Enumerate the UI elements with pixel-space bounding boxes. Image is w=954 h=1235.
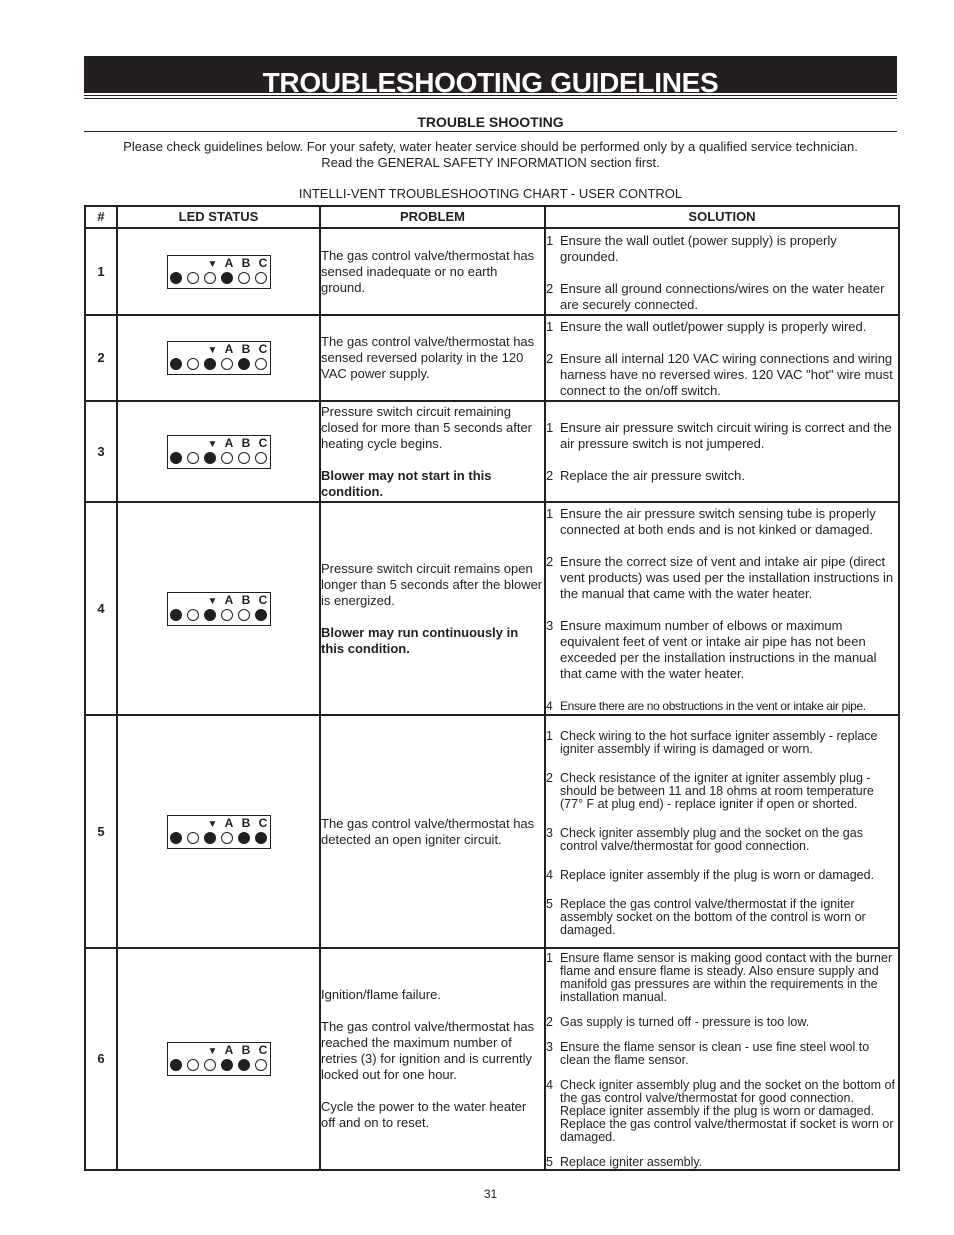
- solution-text: Ensure the flame sensor is clean - use fine steel wool to clean the flame sensor.: [560, 1040, 870, 1067]
- led-status-cell: [117, 502, 320, 715]
- solution-text: Ensure the correct size of vent and intake air pipe (direct vent products) was used per the installation instructions in the manual that came with the water heater.: [560, 553, 894, 601]
- problem-text: The gas control valve/thermostat has detected an open igniter circuit.: [321, 815, 535, 847]
- led-status-cell: [117, 948, 320, 1170]
- led-on: [204, 452, 216, 464]
- solution-text: Replace the air pressure switch.: [560, 467, 745, 483]
- led-label-b: B: [241, 815, 251, 830]
- problem-text: Ignition/flame failure.: [321, 987, 441, 1002]
- led-off: [187, 452, 199, 464]
- title-rule: [84, 98, 897, 99]
- solution-text: Replace igniter assembly.: [560, 1155, 703, 1169]
- solution-text: Ensure air pressure switch circuit wiring is correct and the air pressure switch is not jumpered.: [560, 419, 892, 451]
- arrow-down-icon: ▼: [207, 595, 218, 607]
- solution-number: 3: [546, 1040, 553, 1054]
- arrow-down-icon: ▼: [207, 818, 218, 830]
- led-labels: [205, 257, 272, 271]
- intro-line: Read the GENERAL SAFETY INFORMATION section first.: [321, 155, 660, 170]
- row-number: 5: [85, 715, 117, 948]
- led-on: [221, 1059, 233, 1071]
- table-row: [85, 715, 899, 948]
- column-header-number: #: [85, 206, 117, 228]
- page-number: 31: [483, 1187, 498, 1201]
- led-off: [221, 452, 233, 464]
- led-indicator: [167, 435, 271, 469]
- solution-item: [546, 618, 898, 682]
- solution-item: [546, 468, 898, 484]
- table-row: [85, 948, 899, 1170]
- led-off: [238, 272, 250, 284]
- led-on: [204, 358, 216, 370]
- solution-number: 3: [546, 825, 553, 840]
- solution-number: 1: [546, 419, 554, 435]
- problem-cell: [320, 228, 545, 315]
- problem-cell: [320, 401, 545, 502]
- led-status-cell: [117, 715, 320, 948]
- solution-text: Ensure there are no obstructions in the vent or intake air pipe.: [560, 698, 866, 713]
- problem-text: Pressure switch circuit remaining closed for more than 5 seconds after heating cycle begins.: [321, 403, 533, 451]
- solution-number: 1: [546, 505, 554, 521]
- led-label-a: A: [224, 435, 234, 450]
- led-on: [170, 832, 182, 844]
- led-labels: [205, 1044, 272, 1058]
- solution-number: 2: [546, 553, 554, 569]
- led-label-c: C: [258, 255, 268, 270]
- row-number: 3: [85, 401, 117, 502]
- table-header-row: [85, 206, 899, 228]
- led-label-a: A: [224, 592, 234, 607]
- solution-number: 1: [546, 232, 554, 248]
- solution-text: Ensure all internal 120 VAC wiring connections and wiring harness have no reversed wires. 120 VAC "hot" wire must connect to the on/off switch.: [560, 351, 893, 398]
- solution-item: [546, 1016, 898, 1029]
- solution-number: 2: [546, 770, 553, 785]
- solution-item: [546, 772, 898, 811]
- chart-caption: INTELLI-VENT TROUBLESHOOTING CHART - USER CONTROL: [298, 186, 683, 201]
- led-on: [170, 452, 182, 464]
- led-label-a: A: [224, 815, 234, 830]
- led-label-a: A: [224, 255, 234, 270]
- table-row: [85, 228, 899, 315]
- problem-text: Cycle the power to the water heater off and on to reset.: [321, 1099, 527, 1130]
- led-status-cell: [117, 401, 320, 502]
- problem-text: The gas control valve/thermostat has reached the maximum number of retries (3) for ignition and is currently locked out for one hour.: [321, 1019, 535, 1082]
- led-label-b: B: [241, 342, 251, 356]
- row-number: 6: [85, 948, 117, 1170]
- led-label-c: C: [258, 342, 268, 356]
- solution-cell: [545, 948, 899, 1170]
- led-on: [204, 609, 216, 621]
- led-on: [170, 609, 182, 621]
- led-on: [170, 1059, 182, 1071]
- row-number: 1: [85, 228, 117, 315]
- led-label-c: C: [258, 1043, 268, 1057]
- led-off: [187, 832, 199, 844]
- led-label-b: B: [241, 592, 251, 607]
- led-off: [187, 1059, 199, 1071]
- title-rule: [84, 95, 897, 96]
- led-off: [255, 272, 267, 284]
- solution-number: 5: [546, 896, 553, 911]
- led-labels: [205, 343, 272, 357]
- problem-cell: [320, 948, 545, 1170]
- solution-number: 1: [546, 319, 554, 334]
- solution-text: Ensure the wall outlet (power supply) is properly grounded.: [560, 232, 837, 264]
- led-label-a: A: [224, 1043, 234, 1057]
- problem-text: The gas control valve/thermostat has sensed inadequate or no earth ground.: [321, 247, 535, 295]
- led-off: [187, 358, 199, 370]
- solution-item: [546, 1156, 898, 1169]
- led-off: [238, 609, 250, 621]
- led-status-cell: [117, 228, 320, 315]
- page-title: TROUBLESHOOTING GUIDELINES: [262, 67, 719, 93]
- led-indicator: [167, 815, 271, 849]
- arrow-down-icon: ▼: [207, 258, 218, 270]
- led-on: [170, 358, 182, 370]
- solution-cell: [545, 228, 899, 315]
- solution-text: Check resistance of the igniter at igniter assembly plug - should be between 11 and 18 ohms at room temperature (77° F at plug end) - replace igniter if open or shorted.: [560, 770, 874, 811]
- solution-item: [546, 506, 898, 538]
- solution-item: [546, 420, 898, 452]
- solution-item: [546, 1041, 898, 1067]
- led-on: [238, 358, 250, 370]
- solution-text: Check igniter assembly plug and the socket on the gas control valve/thermostat for good connection.: [560, 825, 863, 853]
- solution-item: [546, 952, 898, 1004]
- solution-item: [546, 281, 898, 313]
- led-off: [187, 272, 199, 284]
- problem-cell: [320, 715, 545, 948]
- column-header-solution: SOLUTION: [545, 206, 899, 228]
- led-off: [221, 609, 233, 621]
- solution-text: Check wiring to the hot surface igniter assembly - replace igniter assembly if wiring is damaged or worn.: [560, 728, 878, 756]
- led-label-b: B: [241, 435, 251, 450]
- solution-number: 4: [546, 1078, 553, 1092]
- solution-text: Ensure the air pressure switch sensing tube is properly connected at both ends and is not kinked or damaged.: [560, 505, 876, 537]
- table-row: [85, 315, 899, 401]
- led-on: [238, 832, 250, 844]
- solution-number: 3: [546, 617, 554, 633]
- solution-text: Replace the gas control valve/thermostat if the igniter assembly socket on the bottom of the control is worn or damaged.: [560, 896, 866, 937]
- solution-item: [546, 827, 898, 853]
- led-on: [255, 832, 267, 844]
- solution-text: Ensure all ground connections/wires on the water heater are securely connected.: [560, 280, 885, 312]
- solution-number: 4: [546, 867, 553, 882]
- led-label-c: C: [258, 592, 268, 607]
- solution-number: 1: [546, 951, 553, 965]
- solution-number: 1: [546, 728, 553, 743]
- led-labels: [205, 437, 272, 451]
- led-off: [204, 1059, 216, 1071]
- led-off: [221, 358, 233, 370]
- solution-cell: [545, 502, 899, 715]
- solution-cell: [545, 715, 899, 948]
- solution-text: Ensure the wall outlet/power supply is properly wired.: [560, 319, 867, 334]
- solution-item: [546, 898, 898, 937]
- table-row: [85, 401, 899, 502]
- solution-number: 2: [546, 467, 554, 483]
- solution-item: [546, 1079, 898, 1144]
- led-label-a: A: [224, 342, 234, 356]
- solution-item: [546, 351, 898, 399]
- row-number: 2: [85, 315, 117, 401]
- column-header-led-status: LED STATUS: [117, 206, 320, 228]
- solution-text: Gas supply is turned off - pressure is too low.: [560, 1015, 810, 1029]
- problem-warning: Blower may run continuously in this condition.: [321, 624, 519, 656]
- problem-cell: [320, 315, 545, 401]
- led-label-c: C: [258, 815, 268, 830]
- problem-cell: [320, 502, 545, 715]
- arrow-down-icon: ▼: [207, 345, 218, 356]
- column-header-problem: PROBLEM: [320, 206, 545, 228]
- led-indicator: [167, 1042, 271, 1076]
- led-off: [204, 272, 216, 284]
- arrow-down-icon: ▼: [207, 438, 218, 450]
- solution-number: 2: [546, 1015, 553, 1029]
- problem-warning: Blower may not start in this condition.: [321, 467, 492, 499]
- led-indicator: [167, 255, 271, 289]
- led-labels: [205, 817, 272, 831]
- led-off: [238, 452, 250, 464]
- led-off: [221, 832, 233, 844]
- solution-cell: [545, 315, 899, 401]
- section-heading: TROUBLE SHOOTING: [417, 114, 564, 130]
- solution-item: [546, 554, 898, 602]
- led-indicator: [167, 341, 271, 375]
- led-on: [255, 609, 267, 621]
- solution-number: 5: [546, 1155, 553, 1169]
- solution-cell: [545, 401, 899, 502]
- solution-item: [546, 319, 898, 335]
- led-off: [255, 358, 267, 370]
- table-row: [85, 502, 899, 715]
- intro-line: Please check guidelines below. For your safety, water heater service should be performed only by a qualified service technician.: [123, 139, 858, 154]
- solution-item: [546, 730, 898, 756]
- intro-text: [84, 139, 897, 171]
- led-status-cell: [117, 315, 320, 401]
- led-indicator: [167, 592, 271, 626]
- problem-text: Pressure switch circuit remains open longer than 5 seconds after the blower is energized.: [321, 560, 543, 608]
- led-labels: [205, 594, 272, 608]
- led-label-b: B: [241, 1043, 251, 1057]
- solution-text: Replace igniter assembly if the plug is worn or damaged.: [560, 867, 875, 882]
- solution-number: 2: [546, 280, 554, 296]
- solution-text: Ensure flame sensor is making good contact with the burner flame and ensure flame is steady. Also ensure supply and manifold gas pressures are within the requirements in the installation manual.: [560, 951, 893, 1004]
- troubleshooting-table: [84, 205, 900, 1171]
- led-on: [238, 1059, 250, 1071]
- problem-text: The gas control valve/thermostat has sensed reversed polarity in the 120 VAC power supply.: [321, 334, 535, 381]
- solution-number: 4: [546, 698, 553, 713]
- solution-item: [546, 233, 898, 265]
- led-label-c: C: [258, 435, 268, 450]
- led-label-b: B: [241, 255, 251, 270]
- solution-text: Check igniter assembly plug and the socket on the bottom of the gas control valve/thermostat for good connection. Replace igniter assembly if the plug is worn or damaged. Replace the gas control valve/thermostat if socket is worn or damaged.: [560, 1078, 895, 1144]
- led-on: [221, 272, 233, 284]
- solution-item: [546, 869, 898, 882]
- arrow-down-icon: ▼: [207, 1046, 218, 1057]
- solution-text: Ensure maximum number of elbows or maximum equivalent feet of vent or intake air pipe has not been exceeded per the installation instructions in the manual that came with the water heater.: [560, 617, 877, 681]
- solution-number: 2: [546, 351, 554, 366]
- page-title-bar: [84, 56, 897, 93]
- section-divider: [84, 131, 897, 132]
- led-on: [204, 832, 216, 844]
- led-off: [255, 1059, 267, 1071]
- row-number: 4: [85, 502, 117, 715]
- solution-item: [546, 698, 898, 714]
- led-off: [255, 452, 267, 464]
- led-off: [187, 609, 199, 621]
- led-on: [170, 272, 182, 284]
